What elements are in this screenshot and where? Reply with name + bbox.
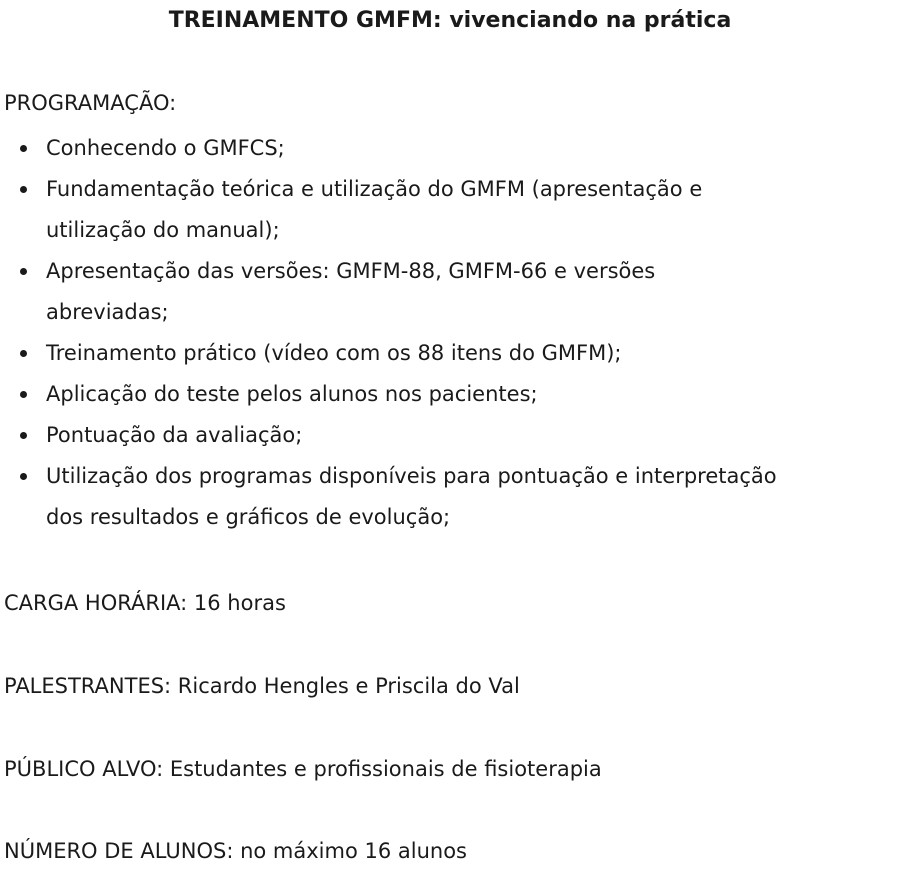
- bullet-icon: [20, 186, 27, 193]
- list-item: [46, 169, 896, 251]
- list-item-text: Aplicação do teste pelos alunos nos pacientes;: [46, 382, 538, 406]
- programacao-list: [0, 128, 896, 538]
- bullet-icon: [20, 473, 27, 480]
- palestrantes: PALESTRANTES: Ricardo Hengles e Priscila do Val: [4, 674, 520, 698]
- bullet-icon: [20, 391, 27, 398]
- numero-de-alunos: NÚMERO DE ALUNOS: no máximo 16 alunos: [4, 839, 467, 863]
- list-item-text: Treinamento prático (vídeo com os 88 itens do GMFM);: [46, 341, 622, 365]
- bullet-icon: [20, 268, 27, 275]
- list-item: [46, 374, 896, 415]
- list-item-text: Utilização dos programas disponíveis para pontuação e interpretação: [46, 464, 777, 488]
- bullet-icon: [20, 145, 27, 152]
- list-item-text: Fundamentação teórica e utilização do GMFM (apresentação e: [46, 177, 703, 201]
- list-item: [46, 128, 896, 169]
- document-title: TREINAMENTO GMFM: vivenciando na prática: [168, 8, 732, 33]
- list-item-text-continued: utilização do manual);: [46, 218, 280, 242]
- list-item: [46, 251, 896, 333]
- programacao-label: PROGRAMAÇÃO:: [4, 91, 177, 115]
- list-item-text: Conhecendo o GMFCS;: [46, 136, 285, 160]
- list-item-text-continued: dos resultados e gráficos de evolução;: [46, 505, 451, 529]
- publico-alvo: PÚBLICO ALVO: Estudantes e profissionais de fisioterapia: [4, 757, 602, 781]
- list-item: [46, 415, 896, 456]
- list-item: [46, 456, 896, 538]
- list-item-text: Apresentação das versões: GMFM-88, GMFM-66 e versões: [46, 259, 656, 283]
- bullet-icon: [20, 432, 27, 439]
- list-item-text-continued: abreviadas;: [46, 300, 169, 324]
- list-item: [46, 333, 896, 374]
- list-item-text: Pontuação da avaliação;: [46, 423, 303, 447]
- bullet-icon: [20, 350, 27, 357]
- carga-horaria: CARGA HORÁRIA: 16 horas: [4, 591, 286, 615]
